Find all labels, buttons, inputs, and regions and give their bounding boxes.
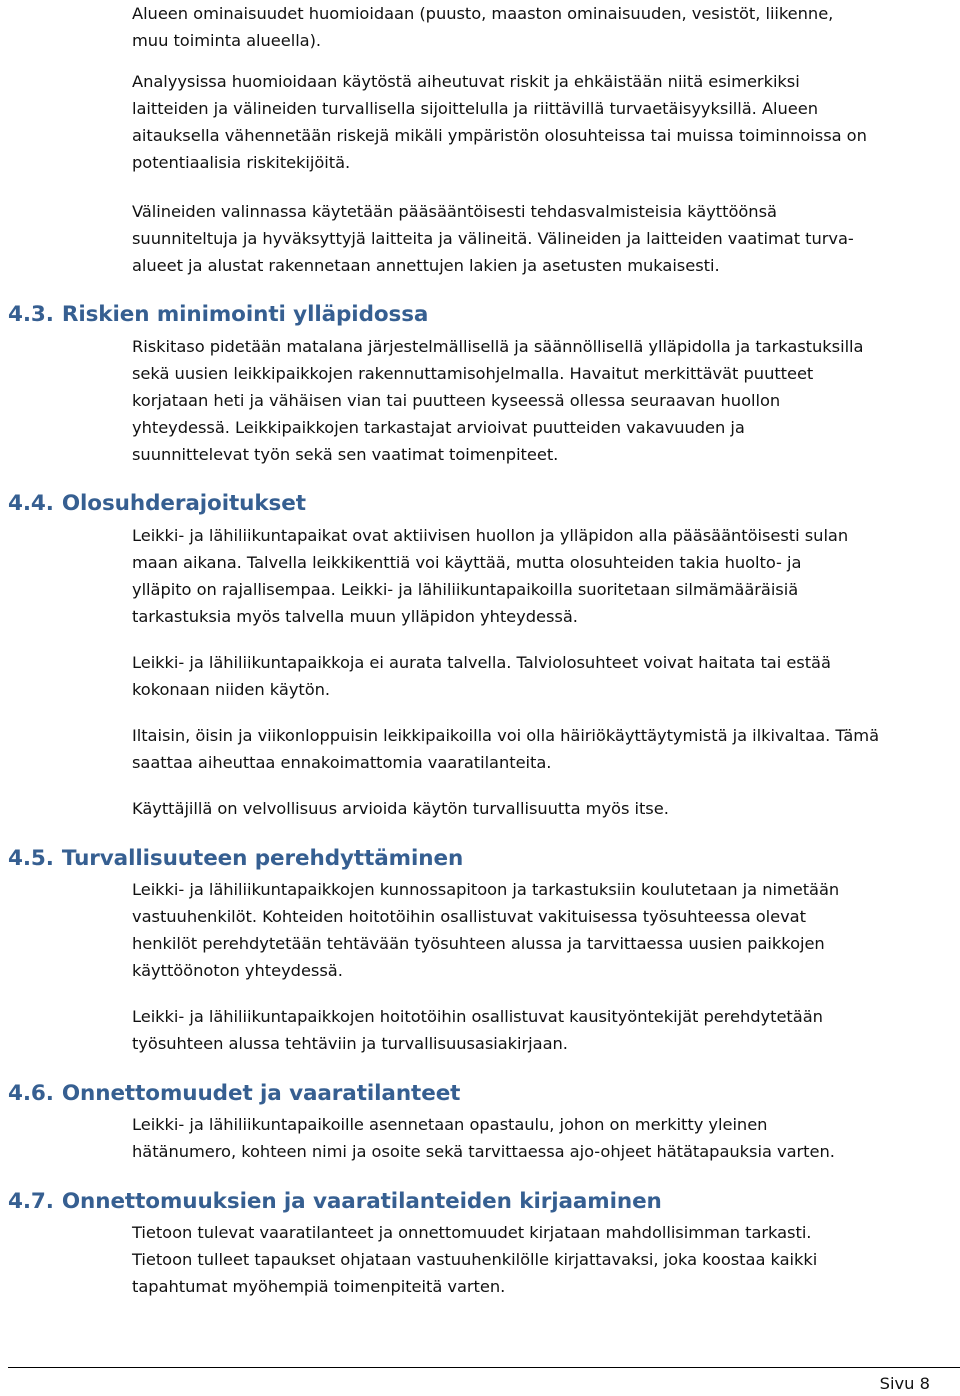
section-4-3-paragraph-1: Riskitaso pidetään matalana järjestelmällisellä ja säännöllisellä ylläpidolla ja tarkastuksilla sekä uusien leikkipaikkojen rakennuttamisohjelmalla. Havaitut merkittävät puutteet korjataan heti ja vähäisen vian tai puutteen kyseessä ollessa seuraavan huollon yhteydessä. Leikkipaikkojen tarkastajat arvioivat puutteiden vakavuuden ja suunnittelevat työn sekä sen vaatimat toimenpiteet. <box>132 337 864 464</box>
section-number: 4.7. <box>8 1189 54 1214</box>
section-title: Onnettomuudet ja vaaratilanteet <box>61 1081 461 1106</box>
section-title: Turvallisuuteen perehdyttäminen <box>61 846 464 871</box>
section-4-5-paragraph-2: Leikki- ja lähiliikuntapaikkojen hoitotöihin osallistuvat kausityöntekijät perehdytetään työsuhteen alussa tehtäviin ja turvallisuusasiakirjaan. <box>132 1007 823 1053</box>
intro-paragraph-3: Välineiden valinnassa käytetään pääsääntöisesti tehdasvalmisteisia käyttöönsä suunniteltuja ja hyväksyttyjä laitteita ja välineitä. Välineiden ja laitteiden vaatimat turva- alueet ja alustat rakennetaan annettujen lakien ja asetusten mukaisesti. <box>132 202 854 275</box>
section-title: Onnettomuuksien ja vaaratilanteiden kirjaaminen <box>61 1189 662 1214</box>
intro-paragraph-1: Alueen ominaisuudet huomioidaan (puusto, maaston ominaisuuden, vesistöt, liikenne, muu toiminta alueella). <box>132 4 834 50</box>
section-4-4-paragraph-2: Leikki- ja lähiliikuntapaikkoja ei aurata talvella. Talviolosuhteet voivat haitata tai estää kokonaan niiden käytön. <box>132 653 831 699</box>
section-heading-4-5 <box>8 845 463 873</box>
section-4-6-paragraph-1: Leikki- ja lähiliikuntapaikoille asennetaan opastaulu, johon on merkitty yleinen hätänumero, kohteen nimi ja osoite sekä tarvittaessa ajo-ohjeet hätätapauksia varten. <box>132 1115 835 1161</box>
section-4-5-paragraph-1: Leikki- ja lähiliikuntapaikkojen kunnossapitoon ja tarkastuksiin koulutetaan ja nimetään vastuuhenkilöt. Kohteiden hoitotöihin osallistuvat vakituisessa työsuhteessa olevat henkilöt perehdytetään tehtävään työsuhteen alussa ja tarvittaessa uusien paikkojen käyttöönoton yhteydessä. <box>132 880 840 980</box>
section-heading-4-3 <box>8 301 428 329</box>
section-title: Olosuhderajoitukset <box>61 491 306 516</box>
section-4-7-paragraph-1: Tietoon tulevat vaaratilanteet ja onnettomuudet kirjataan mahdollisimman tarkasti. Tietoon tulleet tapaukset ohjataan vastuuhenkilölle kirjattavaksi, joka koostaa kaikki tapahtumat myöhempiä toimenpiteitä varten. <box>132 1223 818 1296</box>
section-number: 4.3. <box>8 302 54 327</box>
footer-divider <box>8 1367 960 1368</box>
section-heading-4-4 <box>8 490 306 518</box>
intro-paragraph-2: Analyysissa huomioidaan käytöstä aiheutuvat riskit ja ehkäistään niitä esimerkiksi laitteiden ja välineiden turvallisella sijoittelulla ja riittävillä turvaetäisyyksillä. Alueen aitauksella vähennetään riskejä mikäli ympäristön olosuhteissa tai muissa toiminnoissa on potentiaalisia riskitekijöitä. <box>132 72 867 172</box>
section-4-4-paragraph-1: Leikki- ja lähiliikuntapaikat ovat aktiivisen huollon ja ylläpidon alla pääsääntöisesti sulan maan aikana. Talvella leikkikenttiä voi käyttää, mutta olosuhteiden takia huolto- ja ylläpito on rajallisempaa. Leikki- ja lähiliikuntapaikoilla suoritetaan silmämääräisiä tarkastuksia myös talvella muun ylläpidon yhteydessä. <box>132 526 849 626</box>
section-heading-4-6 <box>8 1080 460 1108</box>
section-number: 4.4. <box>8 491 54 516</box>
section-heading-4-7 <box>8 1188 662 1216</box>
section-4-4-paragraph-3: Iltaisin, öisin ja viikonloppuisin leikkipaikoilla voi olla häiriökäyttäytymistä ja ilkivaltaa. Tämä saattaa aiheuttaa ennakoimattomia vaaratilanteita. <box>132 726 880 772</box>
page-number: Sivu 8 <box>879 1374 930 1393</box>
section-number: 4.5. <box>8 846 54 871</box>
section-title: Riskien minimointi ylläpidossa <box>61 302 429 327</box>
section-number: 4.6. <box>8 1081 54 1106</box>
section-4-4-paragraph-4: Käyttäjillä on velvollisuus arvioida käytön turvallisuutta myös itse. <box>132 799 669 818</box>
